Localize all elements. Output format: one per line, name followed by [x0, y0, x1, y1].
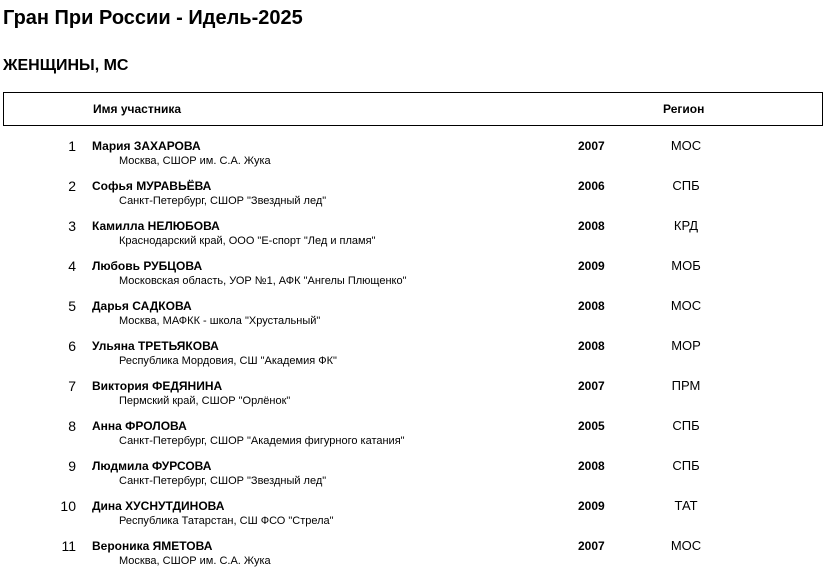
participant-club: Пермский край, СШОР "Орлёнок" [119, 395, 291, 407]
participant-row [0, 538, 831, 578]
rank-number: 4 [68, 258, 76, 274]
birth-year: 2009 [578, 499, 605, 513]
event-title: Гран При России - Идель-2025 [3, 7, 303, 29]
participant-club: Санкт-Петербург, СШОР "Звездный лед" [119, 195, 327, 207]
region-code: ТАТ [674, 498, 698, 513]
region-code: СПБ [672, 418, 700, 433]
table-header [3, 92, 823, 126]
region-header: Регион [663, 102, 705, 116]
rank-number: 2 [68, 178, 76, 194]
participant-name: Дина ХУСНУТДИНОВА [92, 499, 225, 513]
participant-club: Московская область, УОР №1, АФК "Ангелы Плющенко" [119, 275, 407, 287]
participant-row [0, 138, 831, 178]
participant-club: Москва, СШОР им. С.А. Жука [119, 555, 271, 567]
participant-club: Москва, СШОР им. С.А. Жука [119, 155, 271, 167]
participant-club: Москва, МАФКК - школа "Хрустальный" [119, 315, 321, 327]
birth-year: 2009 [578, 259, 605, 273]
birth-year: 2008 [578, 339, 605, 353]
region-code: КРД [673, 218, 699, 233]
region-code: МОС [670, 538, 702, 553]
participant-club: Республика Татарстан, СШ ФСО "Стрела" [119, 515, 334, 527]
participant-row [0, 178, 831, 218]
region-code: СПБ [672, 178, 700, 193]
participant-name: Дарья САДКОВА [92, 299, 192, 313]
birth-year: 2007 [578, 379, 605, 393]
birth-year: 2005 [578, 419, 605, 433]
rank-number: 1 [68, 138, 76, 154]
participant-name: Софья МУРАВЬЁВА [92, 179, 212, 193]
rank-number: 10 [60, 498, 76, 514]
birth-year: 2007 [578, 539, 605, 553]
region-code: МОР [671, 338, 701, 353]
participant-club: Санкт-Петербург, СШОР "Звездный лед" [119, 475, 327, 487]
participant-name: Виктория ФЕДЯНИНА [92, 379, 223, 393]
rank-number: 5 [68, 298, 76, 314]
birth-year: 2006 [578, 179, 605, 193]
region-code: МОС [670, 138, 702, 153]
participant-row [0, 218, 831, 258]
rank-number: 8 [68, 418, 76, 434]
participant-row [0, 378, 831, 418]
participant-row [0, 258, 831, 298]
region-code: СПБ [672, 458, 700, 473]
category-title: ЖЕНЩИНЫ, МС [3, 57, 129, 74]
participant-club: Республика Мордовия, СШ "Академия ФК" [119, 355, 337, 367]
participant-club: Краснодарский край, ООО "Е-спорт "Лед и пламя" [119, 235, 376, 247]
participant-row [0, 298, 831, 338]
region-code: МОБ [671, 258, 701, 273]
participant-name: Любовь РУБЦОВА [92, 259, 203, 273]
participant-name: Мария ЗАХАРОВА [92, 139, 201, 153]
birth-year: 2008 [578, 299, 605, 313]
participant-row [0, 498, 831, 538]
rank-number: 7 [68, 378, 76, 394]
birth-year: 2007 [578, 139, 605, 153]
participant-club: Санкт-Петербург, СШОР "Академия фигурного катания" [119, 435, 405, 447]
region-code: МОС [670, 298, 702, 313]
participant-name: Анна ФРОЛОВА [92, 419, 187, 433]
participant-row [0, 338, 831, 378]
participant-name: Людмила ФУРСОВА [92, 459, 212, 473]
rank-number: 6 [68, 338, 76, 354]
participant-name: Ульяна ТРЕТЬЯКОВА [92, 339, 219, 353]
participant-row [0, 418, 831, 458]
participant-name-header: Имя участника [93, 102, 182, 116]
birth-year: 2008 [578, 459, 605, 473]
birth-year: 2008 [578, 219, 605, 233]
region-code: ПРМ [671, 378, 701, 393]
rank-number: 3 [68, 218, 76, 234]
rank-number: 9 [68, 458, 76, 474]
participant-name: Вероника ЯМЕТОВА [92, 539, 213, 553]
rank-number: 11 [61, 538, 76, 554]
participant-row [0, 458, 831, 498]
participant-name: Камилла НЕЛЮБОВА [92, 219, 220, 233]
